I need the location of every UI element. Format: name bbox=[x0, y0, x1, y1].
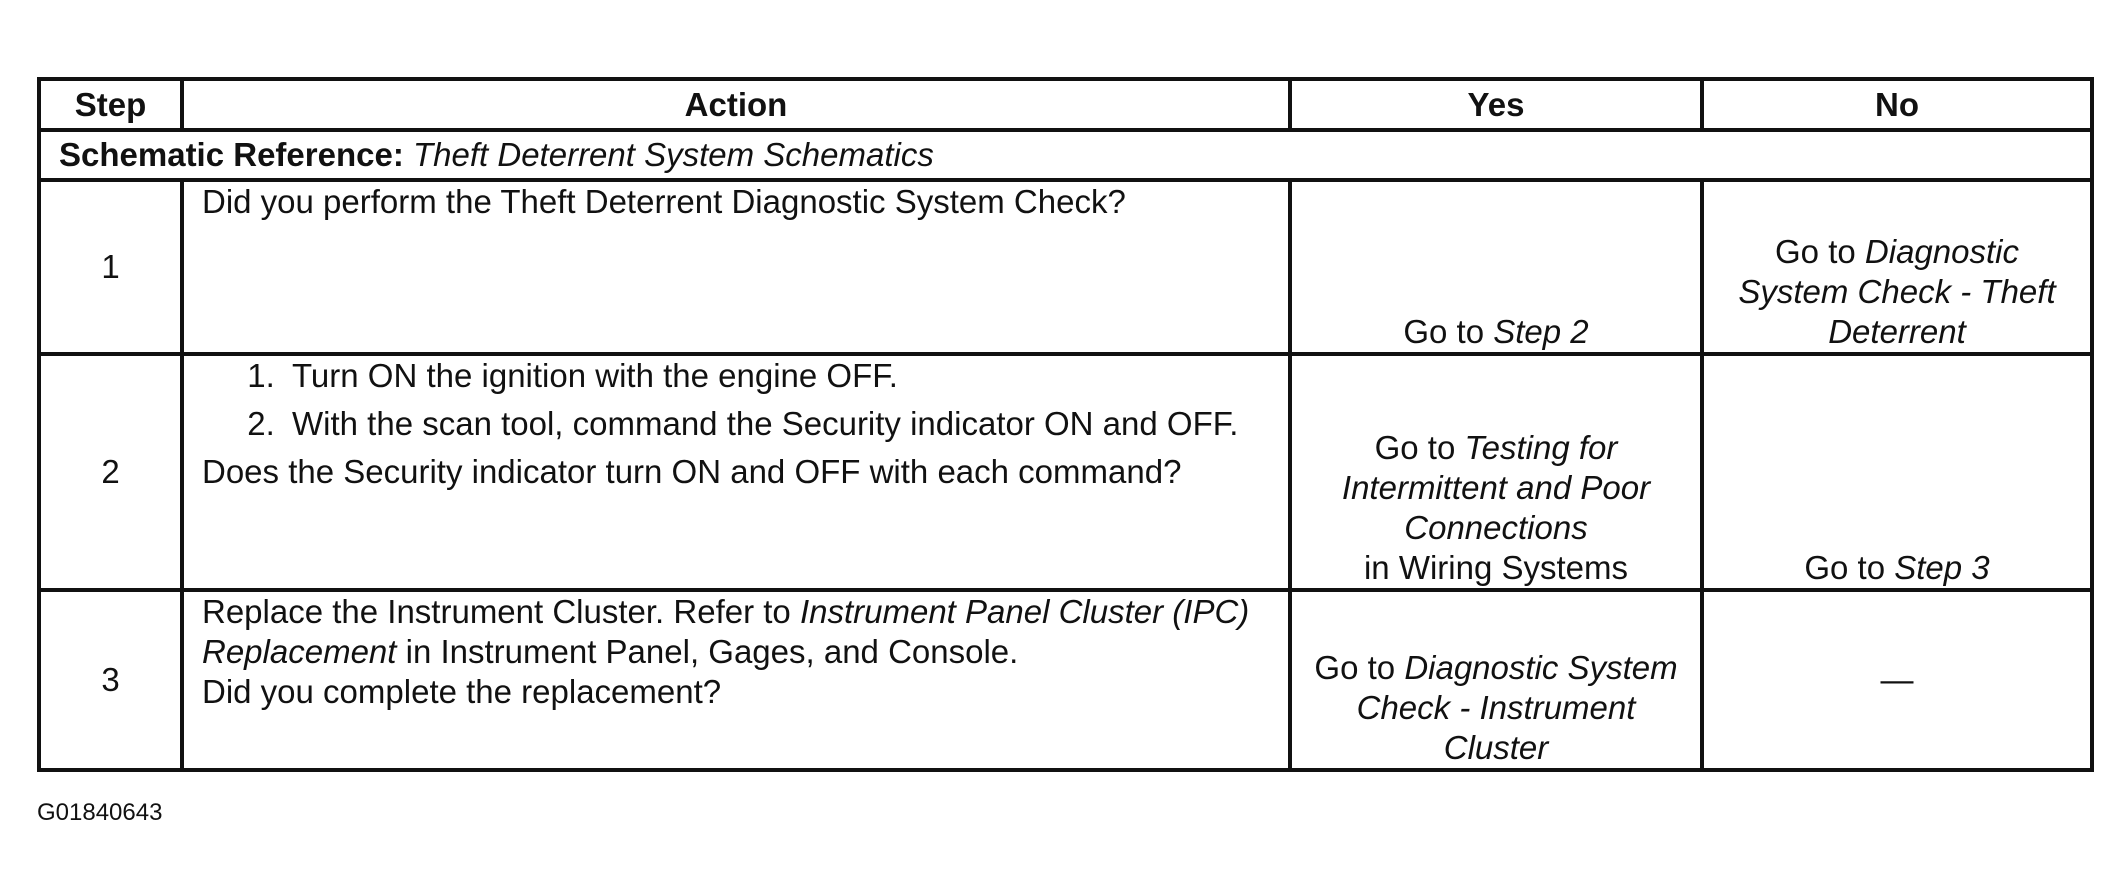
table-row bbox=[39, 180, 2092, 354]
yes-link[interactable]: Testing for Intermittent and Poor Connections bbox=[1341, 429, 1651, 546]
yes-cell bbox=[1290, 590, 1702, 770]
no-link[interactable]: Diagnostic System Check - Theft Deterrent bbox=[1738, 233, 2056, 350]
step-number: 1 bbox=[39, 180, 182, 354]
action-cell bbox=[182, 354, 1290, 590]
list-item: 2. With the scan tool, command the Security indicator ON and OFF. bbox=[284, 404, 1270, 444]
no-cell bbox=[1702, 354, 2092, 590]
header-action: Action bbox=[182, 79, 1290, 130]
yes-prefix: Go to bbox=[1314, 649, 1396, 686]
table-row bbox=[39, 590, 2092, 770]
action-text bbox=[202, 592, 1270, 672]
action-question: Did you complete the replacement? bbox=[202, 673, 722, 710]
list-item: 1. Turn ON the ignition with the engine OFF. bbox=[284, 356, 1270, 396]
no-prefix: Go to bbox=[1775, 233, 1856, 270]
yes-cell bbox=[1290, 180, 1702, 354]
table-row bbox=[39, 354, 2092, 590]
action-link[interactable]: Instrument Panel Cluster (IPC) Replacement bbox=[202, 593, 1250, 670]
action-pre: Replace the Instrument Cluster. Refer to bbox=[202, 593, 791, 630]
no-link[interactable]: Step 3 bbox=[1894, 549, 1990, 586]
action-steps-list bbox=[202, 356, 1270, 444]
step-number: 2 bbox=[39, 354, 182, 590]
yes-prefix: Go to bbox=[1374, 429, 1456, 466]
action-cell bbox=[182, 180, 1290, 354]
no-cell: — bbox=[1702, 590, 2092, 770]
no-cell bbox=[1702, 180, 2092, 354]
schematic-reference bbox=[39, 130, 2092, 180]
schematic-reference-label: Schematic Reference: bbox=[59, 136, 404, 173]
header-yes: Yes bbox=[1290, 79, 1702, 130]
diagnostic-table bbox=[37, 77, 2094, 772]
no-prefix: Go to bbox=[1804, 549, 1886, 586]
schematic-reference-row bbox=[39, 130, 2092, 180]
header-no: No bbox=[1702, 79, 2092, 130]
yes-prefix: Go to bbox=[1403, 313, 1485, 350]
yes-cell bbox=[1290, 354, 1702, 590]
yes-link[interactable]: Step 2 bbox=[1493, 313, 1589, 350]
header-step: Step bbox=[39, 79, 182, 130]
yes-link[interactable]: Diagnostic System Check - Instrument Cluster bbox=[1356, 649, 1678, 766]
schematic-reference-link[interactable]: Theft Deterrent System Schematics bbox=[413, 136, 934, 173]
yes-suffix: in Wiring Systems bbox=[1363, 549, 1629, 586]
header-row bbox=[39, 79, 2092, 130]
figure-id: G01840643 bbox=[37, 799, 163, 826]
action-cell bbox=[182, 590, 1290, 770]
action-question: Does the Security indicator turn ON and OFF with each command? bbox=[202, 453, 1182, 490]
action-post: in Instrument Panel, Gages, and Console. bbox=[405, 633, 1019, 670]
step-number: 3 bbox=[39, 590, 182, 770]
action-text: Did you perform the Theft Deterrent Diagnostic System Check? bbox=[202, 183, 1126, 220]
